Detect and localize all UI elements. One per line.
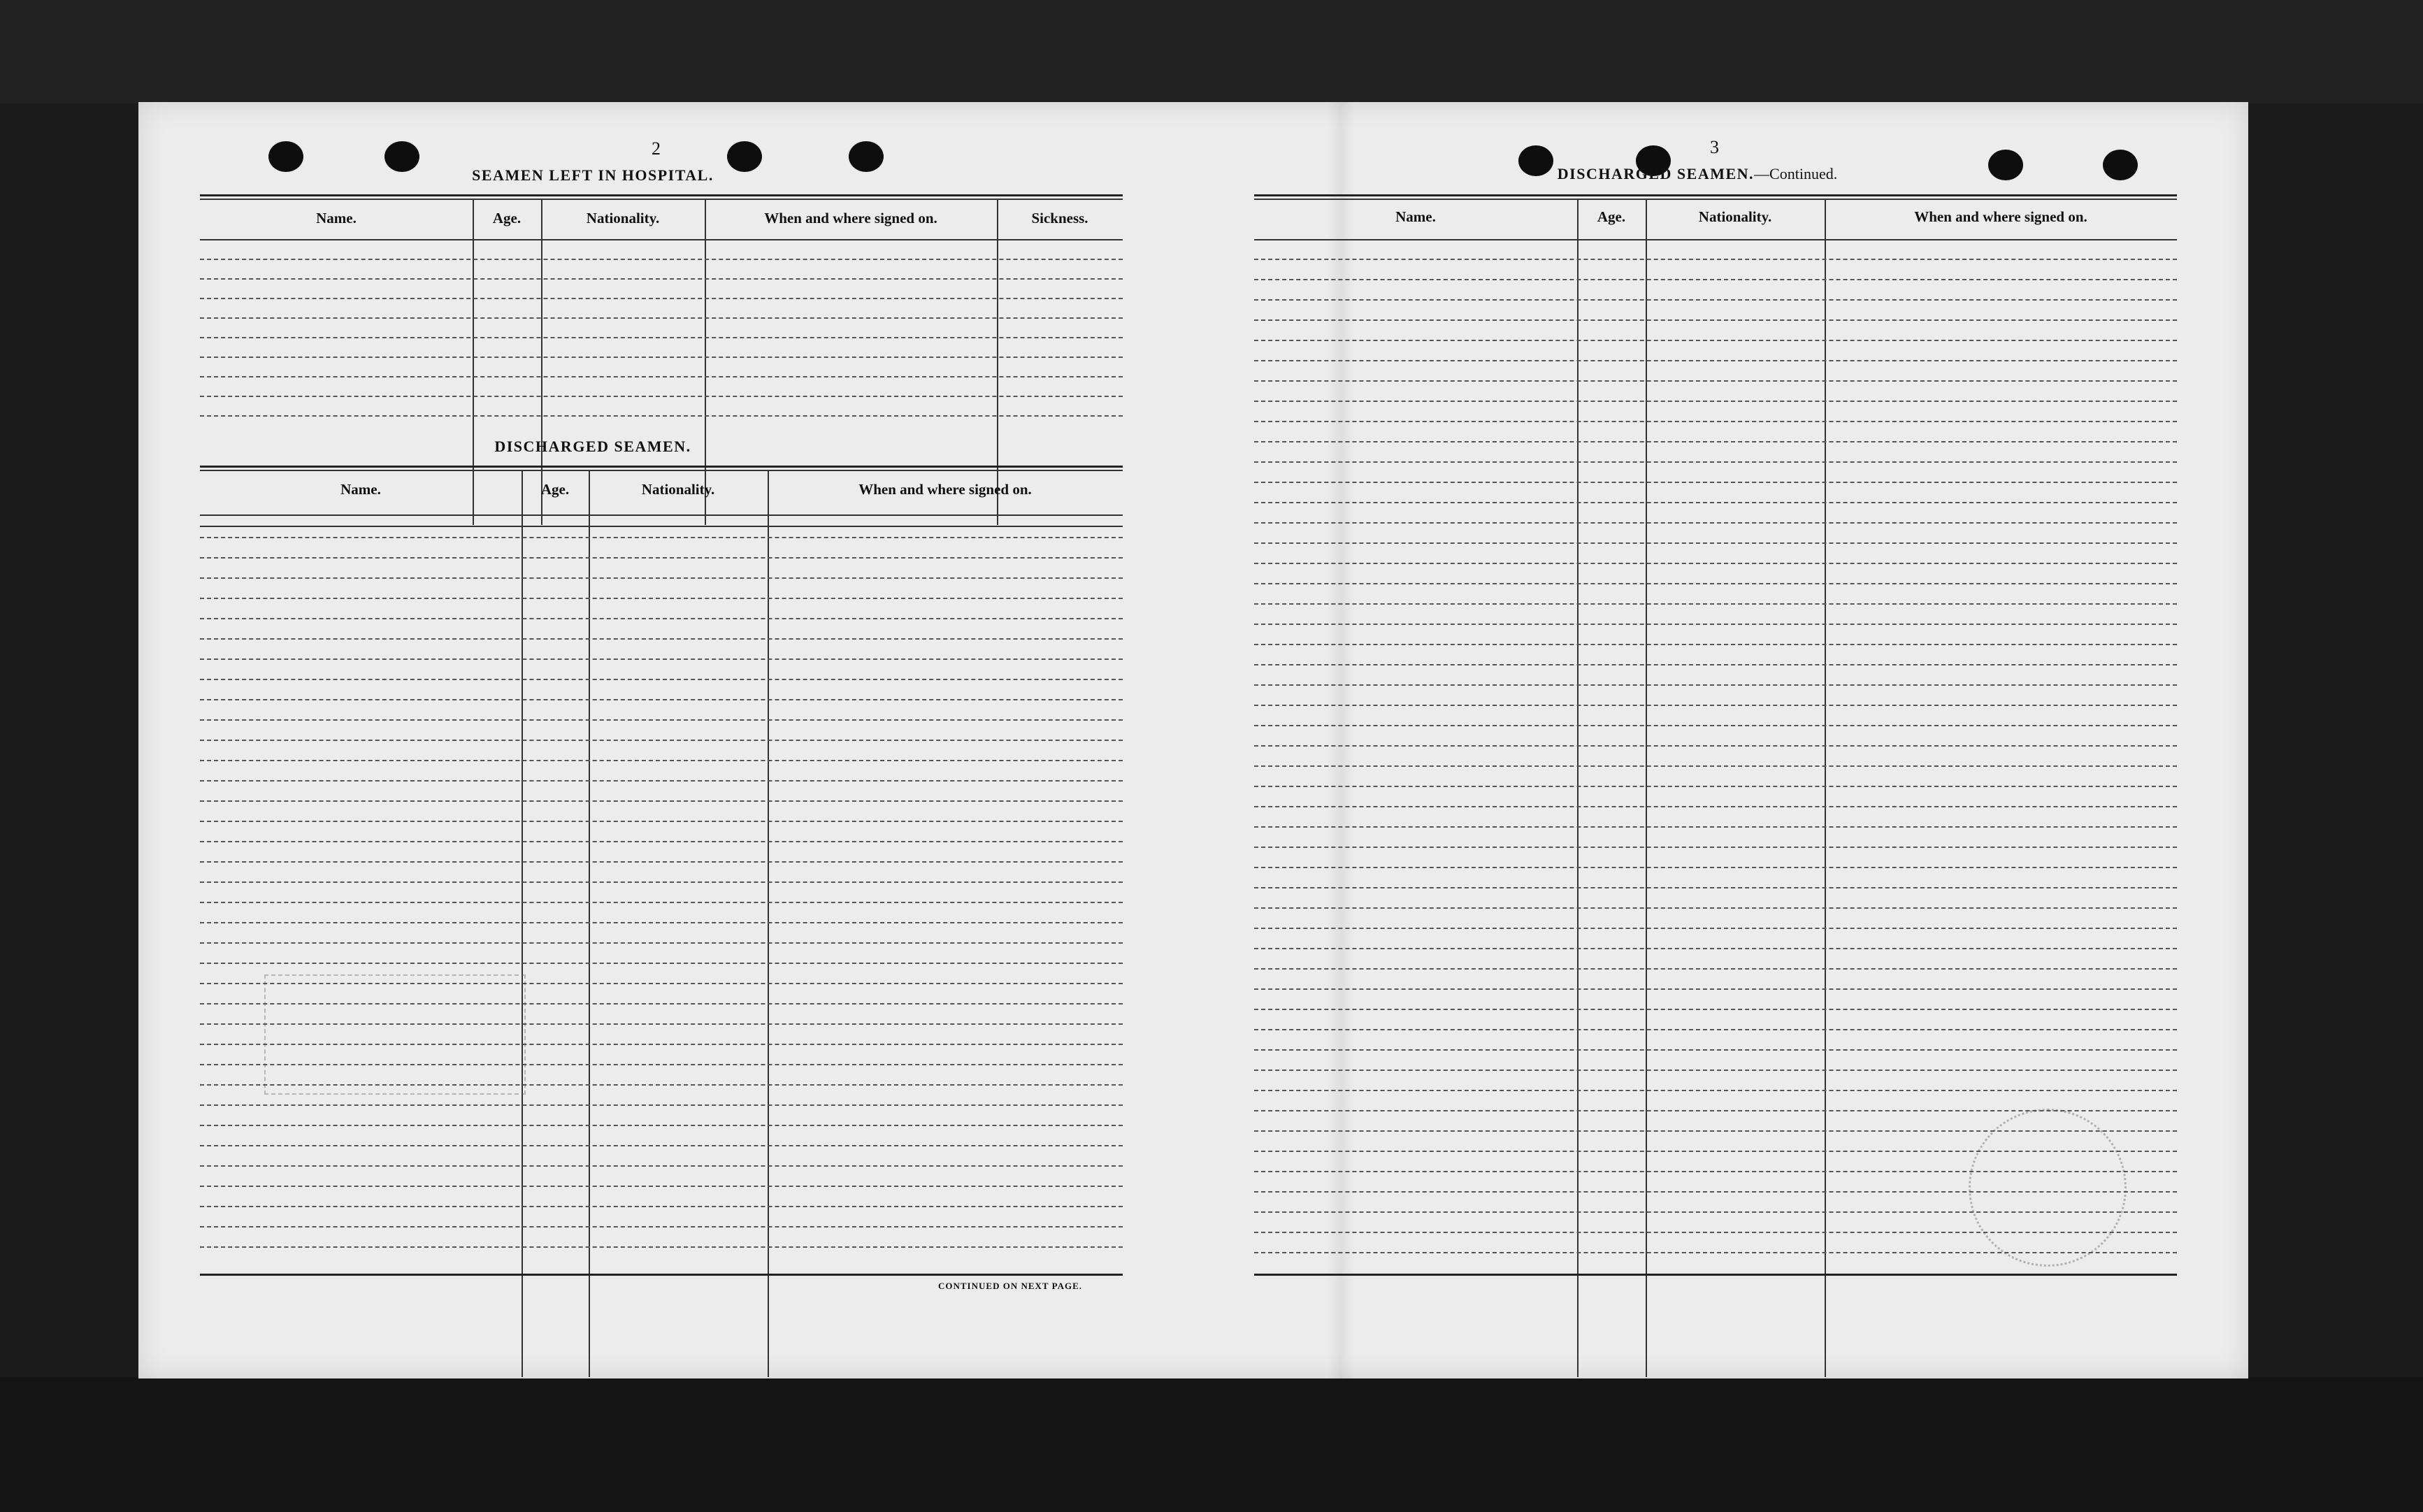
ruled-line [200,841,1123,842]
ruled-line [200,1145,1123,1146]
punch-hole [268,141,303,172]
ruled-line [200,699,1123,700]
ruled-line [1254,1090,2177,1091]
ruled-line [200,357,1123,358]
ruled-line [1254,522,2177,524]
ruled-line [1254,279,2177,280]
ruled-line [200,259,1123,260]
ruled-line [1254,502,2177,503]
scanner-frame-bottom [0,1377,2423,1512]
column-header-nationality: Nationality. [1698,208,1772,225]
column-header-nationality: Nationality. [641,481,715,498]
ruled-line [1254,725,2177,726]
ruled-line [200,598,1123,599]
ruled-line [200,537,1123,538]
continued-note: CONTINUED ON NEXT PAGE. [938,1281,1082,1291]
ruled-line [200,740,1123,741]
ruled-line [200,415,1123,417]
ruled-line [1254,948,2177,949]
ruled-line [1254,299,2177,301]
rule [1254,1274,2177,1276]
page-number: 3 [1710,137,1719,157]
column-header-signed-on: When and where signed on. [858,481,1032,498]
ruled-line [1254,928,2177,929]
ruled-line [1254,644,2177,645]
rule [200,194,1123,196]
ruled-line [200,881,1123,883]
ruled-line [200,618,1123,619]
ruled-line [1254,867,2177,868]
column-header-age: Age. [492,210,522,226]
rule [1254,199,2177,200]
ruled-line [200,679,1123,680]
column-divider [522,471,523,1377]
punch-hole [2103,150,2138,180]
ruled-line [1254,745,2177,747]
ruled-line [200,861,1123,863]
column-divider [1577,200,1579,1377]
ruled-line [1254,340,2177,341]
ruled-line [200,963,1123,964]
ruled-line [1254,319,2177,321]
ruled-line [200,902,1123,903]
ruled-line [200,1104,1123,1106]
column-header-signed-on: When and where signed on. [1914,208,2087,225]
ruled-line [1254,542,2177,544]
column-divider [997,200,998,525]
ruled-line [200,638,1123,640]
scanner-frame-top [0,0,2423,103]
ruled-line [200,1226,1123,1227]
ruled-line [1254,603,2177,605]
column-divider [705,200,706,525]
ruled-line [1254,421,2177,422]
column-divider [473,200,474,525]
ruled-line [200,942,1123,944]
ruled-line [200,1186,1123,1187]
rule [200,1274,1123,1276]
continued-suffix: —Continued. [1754,165,1838,182]
ruled-line [200,298,1123,299]
ruled-line [1254,461,2177,463]
ruled-line [1254,482,2177,483]
ruled-line [1254,1029,2177,1030]
rule [1254,194,2177,196]
ruled-line [200,278,1123,280]
ruled-line [1254,401,2177,402]
ruled-line [200,1165,1123,1167]
ruled-line [1254,786,2177,787]
punch-hole [1988,150,2023,180]
ruled-line [1254,664,2177,665]
discharged-title-text: DISCHARGED SEAMEN. [1557,165,1755,182]
ruled-line [1254,624,2177,625]
rule [1254,239,2177,240]
ruled-line [200,821,1123,822]
column-divider [541,200,542,525]
document-sheet [138,102,2248,1378]
ruled-line [200,1206,1123,1207]
ruled-line [1254,583,2177,584]
column-header-age: Age. [1597,208,1626,225]
ruled-line [200,760,1123,761]
column-divider [1825,200,1826,1377]
ruled-line [1254,1049,2177,1051]
ruled-line [1254,887,2177,888]
discharged-continued-title [1502,165,1893,183]
ruled-line [1254,1070,2177,1071]
ruled-line [1254,441,2177,442]
discharged-section-title: DISCHARGED SEAMEN. [494,438,691,455]
ruled-line [200,396,1123,397]
ruled-line [1254,765,2177,767]
ruled-line [200,577,1123,579]
ruled-line [1254,988,2177,990]
rule [200,239,1123,240]
page-gutter [1327,102,1355,1378]
ruled-line [200,780,1123,782]
page-number: 2 [652,138,661,159]
ruled-line [200,658,1123,660]
ruled-line [200,1125,1123,1126]
ruled-line [1254,380,2177,382]
ruled-line [1254,968,2177,970]
ruled-line [200,337,1123,338]
column-header-signed-on: When and where signed on. [764,210,937,226]
column-divider [1646,200,1647,1377]
rule [200,199,1123,200]
ruled-line [1254,705,2177,706]
hospital-section-title: SEAMEN LEFT IN HOSPITAL. [472,166,714,184]
ruled-line [200,800,1123,802]
column-header-name: Name. [340,481,381,498]
column-header-name: Name. [316,210,357,226]
rule [200,514,1123,516]
ruled-line [1254,826,2177,828]
ruled-line [200,376,1123,377]
ruled-line [1254,847,2177,848]
rule [200,526,1123,527]
ruled-line [1254,1009,2177,1010]
column-header-nationality: Nationality. [586,210,660,226]
faded-date-stamp [1969,1109,2127,1267]
ruled-line [1254,360,2177,361]
ruled-line [200,922,1123,923]
column-divider [589,471,590,1377]
ruled-line [1254,259,2177,260]
column-divider [768,471,769,1377]
rule [200,466,1123,468]
faded-received-stamp [264,974,526,1095]
ruled-line [1254,907,2177,909]
rule [200,470,1123,471]
ruled-line [1254,806,2177,807]
column-header-name: Name. [1395,208,1436,225]
ruled-line [1254,563,2177,564]
column-header-sickness: Sickness. [1031,210,1088,226]
ruled-line [200,719,1123,721]
ruled-line [1254,684,2177,686]
ruled-line [200,1246,1123,1248]
ruled-line [200,557,1123,559]
ruled-line [200,317,1123,319]
punch-hole [849,141,884,172]
column-header-age: Age. [540,481,570,498]
